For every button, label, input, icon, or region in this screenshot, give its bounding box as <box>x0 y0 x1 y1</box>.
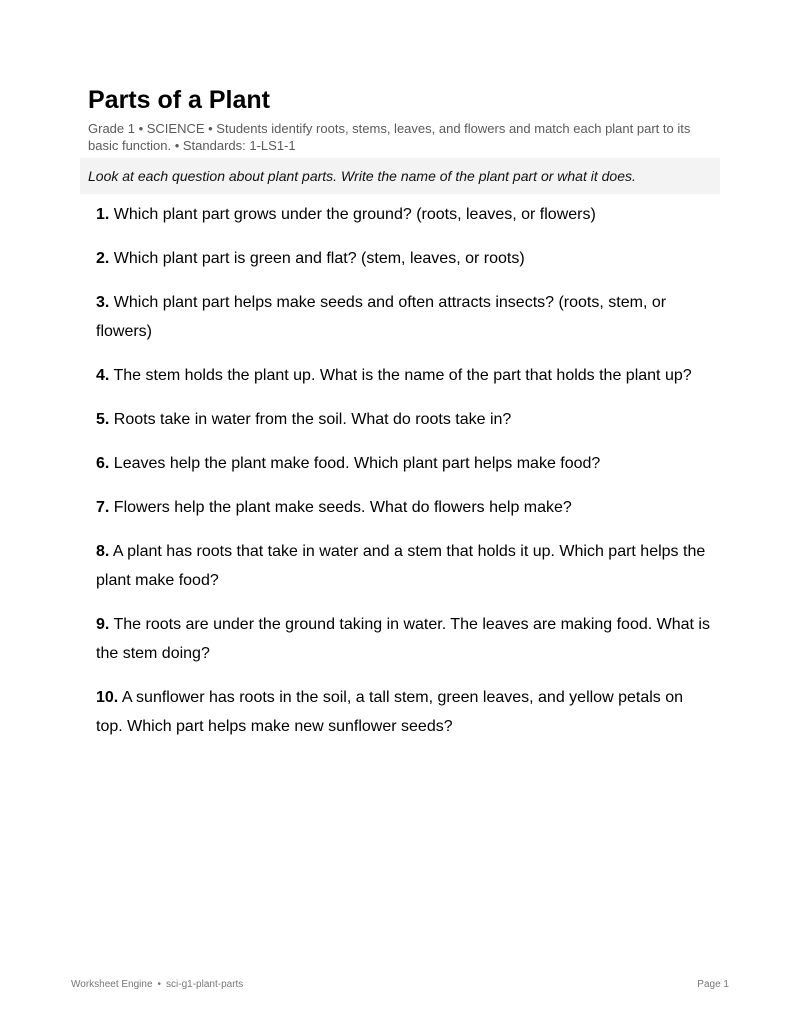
question-number: 3. <box>96 294 110 311</box>
footer-separator: • <box>157 979 162 990</box>
question-item <box>96 361 712 390</box>
question-text: The roots are under the ground taking in water. The leaves are making food. What is the stem doing? <box>96 616 710 662</box>
question-number: 10. <box>96 689 119 706</box>
question-text: Roots take in water from the soil. What do roots take in? <box>113 411 512 428</box>
question-number: 6. <box>96 455 110 472</box>
footer-engine: Worksheet Engine <box>71 979 153 990</box>
question-item <box>96 537 712 595</box>
question-text: A plant has roots that take in water and a stem that holds it up. Which part helps the plant make food? <box>96 543 706 589</box>
question-list <box>96 200 712 756</box>
question-text: Leaves help the plant make food. Which plant part helps make food? <box>113 455 601 472</box>
footer-doc-id: sci-g1-plant-parts <box>166 979 244 990</box>
page-title: Parts of a Plant <box>88 86 270 114</box>
question-text: Flowers help the plant make seeds. What do flowers help make? <box>113 499 572 516</box>
question-number: 5. <box>96 411 110 428</box>
question-number: 1. <box>96 206 110 223</box>
footer-source <box>71 978 243 992</box>
question-item <box>96 288 712 346</box>
question-item <box>96 683 712 741</box>
question-item <box>96 405 712 434</box>
question-text: Which plant part grows under the ground? (roots, leaves, or flowers) <box>113 206 596 223</box>
question-text: Which plant part helps make seeds and often attracts insects? (roots, stem, or flowers) <box>96 294 667 340</box>
page-number: Page 1 <box>697 979 729 990</box>
instructions-box: Look at each question about plant parts. Write the name of the plant part or what it does. <box>80 158 720 194</box>
question-item <box>96 493 712 522</box>
question-item <box>96 200 712 229</box>
question-number: 8. <box>96 543 110 560</box>
question-item <box>96 449 712 478</box>
question-item <box>96 610 712 668</box>
question-text: The stem holds the plant up. What is the name of the part that holds the plant up? <box>113 367 692 384</box>
question-number: 7. <box>96 499 110 516</box>
question-number: 4. <box>96 367 110 384</box>
question-number: 9. <box>96 616 110 633</box>
question-item <box>96 244 712 273</box>
question-text: A sunflower has roots in the soil, a tall stem, green leaves, and yellow petals on top. Which part helps make new sunflower seeds? <box>96 689 684 735</box>
question-number: 2. <box>96 250 110 267</box>
worksheet-meta: Grade 1 • SCIENCE • Students identify roots, stems, leaves, and flowers and match each plant part to its basic function. • Standards: 1-LS1-1 <box>88 121 691 153</box>
question-text: Which plant part is green and flat? (stem, leaves, or roots) <box>113 250 525 267</box>
